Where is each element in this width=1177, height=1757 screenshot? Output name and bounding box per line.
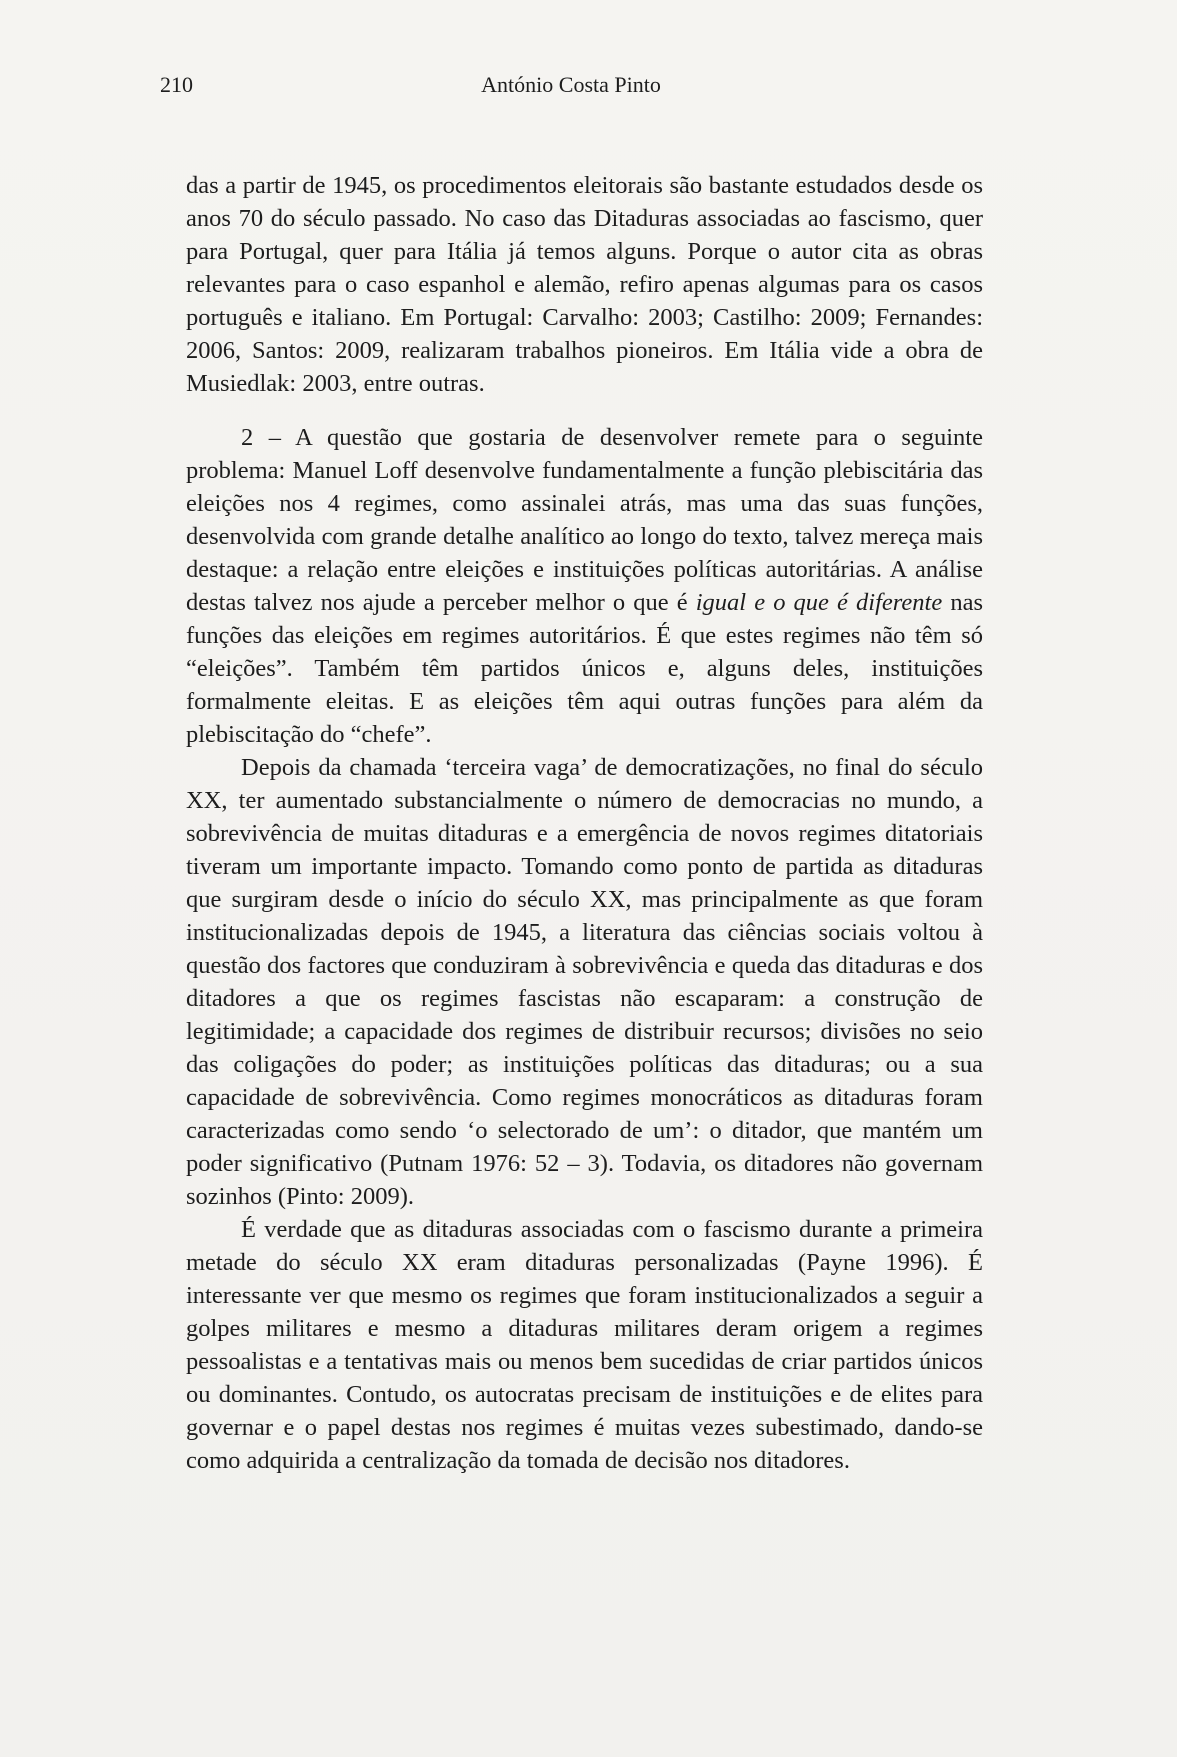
emphasis-text: igual e o que é diferente <box>695 589 943 616</box>
body-text <box>186 169 983 1477</box>
page-number: 210 <box>160 72 193 97</box>
paragraph-continuation: das a partir de 1945, os procedimentos eleitorais são bastante estudados desde os anos 70 do século passado. No caso das Ditaduras associadas ao fascismo, quer para Portugal, quer para Itália já temos alguns. Porque o autor cita as obras relevantes para o caso espanhol e alemão, refiro apenas algumas para os casos português e italiano. Em Portugal: Carvalho: 2003; Castilho: 2009; Fernandes: 2006, Santos: 2009, realizaram trabalhos pioneiros. Em Itália vide a obra de Musiedlak: 2003, entre outras. <box>186 172 983 397</box>
paragraph-text: 2 – A questão que gostaria de desenvolver remete para o seguinte problema: Manuel Loff desenvolve fundamentalmente a função plebiscitária das eleições nos 4 regimes, como assinalei atrás, mas uma das suas funções, desenvolvida com grande detalhe analítico ao longo do texto, talvez mereça mais destaque: a relação entre eleições e instituições políticas autoritárias. A análise destas talvez nos ajude a perceber melhor o que é <box>186 424 983 616</box>
paragraph-section-2 <box>186 421 983 751</box>
paragraph: É verdade que as ditaduras associadas com o fascismo durante a primeira metade do século XX eram ditaduras personalizadas (Payne 1996). É interessante ver que mesmo os regimes que foram institucionalizados a seguir a golpes militares e mesmo a ditaduras militares deram origem a regimes pessoalistas e a tentativas mais ou menos bem sucedidas de criar partidos únicos ou dominantes. Contudo, os autocratas precisam de instituições e de elites para governar e o papel destas nos regimes é muitas vezes subestimado, dando-se como adquirida a centralização da tomada de decisão nos ditadores. <box>186 1216 983 1474</box>
paragraph-text: nas funções das eleições em regimes autoritários. É que estes regimes não têm só “eleições”. Também têm partidos únicos e, alguns deles, instituições formalmente eleitas. E as eleições têm aqui outras funções para além da plebiscitação do “chefe”. <box>186 589 983 748</box>
page-header <box>160 70 982 100</box>
running-head: António Costa Pinto <box>481 72 661 97</box>
paragraph: Depois da chamada ‘terceira vaga’ de democratizações, no final do século XX, ter aumentado substancialmente o número de democracias no mundo, a sobrevivência de muitas ditaduras e a emergência de novos regimes ditatoriais tiveram um importante impacto. Tomando como ponto de partida as ditaduras que surgiram desde o início do século XX, mas principalmente as que foram institucionalizadas depois de 1945, a literatura das ciências sociais voltou à questão dos factores que conduziram à sobrevivência e queda das ditaduras e dos ditadores a que os regimes fascistas não escaparam: a construção de legitimidade; a capacidade dos regimes de distribuir recursos; divisões no seio das coligações do poder; as instituições políticas das ditaduras; ou a sua capacidade de sobrevivência. Como regimes monocráticos as ditaduras foram caracterizadas como sendo ‘o selectorado de um’: o ditador, que mantém um poder significativo (Putnam 1976: 52 – 3). Todavia, os ditadores não governam sozinhos (Pinto: 2009). <box>186 754 983 1210</box>
